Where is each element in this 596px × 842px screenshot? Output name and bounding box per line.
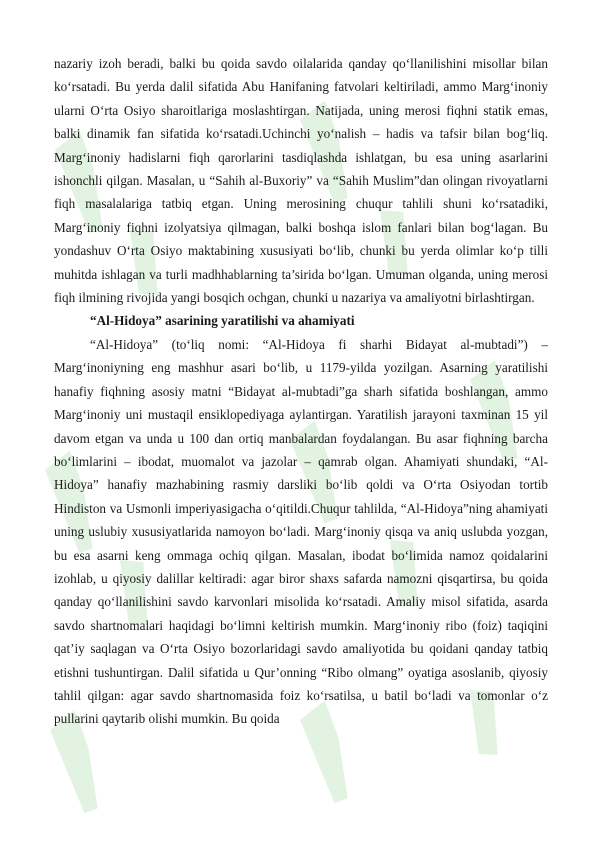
body-paragraph-1: nazariy izoh beradi, balki bu qoida savdo oilalarida qanday qo‘llanilishini misollar bilan ko‘rsatadi. Bu yerda dalil sifatida Abu Hanifaning fatvolari keltiriladi, ammo Marg‘inoniy ularni O‘rta Osiyo sharoitlariga moslashtirgan. Natijada, uning merosi fiqhni statik emas, balki dinamik fan sifatida ko‘rsatadi.Uchinchi yo‘nalish – hadis va tafsir bilan bog‘liq. Marg‘inoniy hadislarni fiqh qarorlarini tasdiqlashda ishlatgan, bu esa uning asarlarini ishonchli qilgan. Masalan, u “Sahih al-Buxoriy” va “Sahih Muslim”dan olingan rivoyatlarni fiqh masalalariga tatbiq etgan. Uning merosining chuqur tahlili shuni ko‘rsatadiki, Marg‘inoniy fiqhni izolyatsiya qilmagan, balki boshqa islom fanlari bilan bog‘lagan. Bu yondashuv O‘rta Osiyo maktabining xususiyati bo‘lib, chunki bu yerda olimlar ko‘p tilli muhitda ishlagan va turli madhhablarning ta’sirida bo‘lgan. Umuman olganda, uning merosi fiqh ilmining rivojida yangi bosqich ochgan, chunki u nazariya va amaliyotni birlashtirgan.	[54, 56, 548, 306]
body-paragraph-2: “Al-Hidoya” (to‘liq nomi: “Al-Hidoya fi sharhi Bidayat al-mubtadi”) – Marg‘inoniyning eng mashhur asari bo‘lib, u 1179-yilda yozilgan. Asarning yaratilishi hanafiy fiqhning asosiy matni “Bidayat al-mubtadi”ga sharh sifatida boshlangan, ammo Marg‘inoniy uni mustaqil ensiklopediyaga aylantirgan. Yaratilish jarayoni taxminan 15 yil davom etgan va unda u 100 dan ortiq manbalardan foydalangan. Bu asar fiqhning barcha bo‘limlarini – ibodat, muomalot va jazolar – qamrab olgan. Ahamiyati shundaki, “Al-Hidoya” hanafiy mazhabining rasmiy darsliki bo‘lib qoldi va O‘rta Osiyodan tortib Hindiston va Usmonli imperiyasigacha o‘qitildi.Chuqur tahlilda, “Al-Hidoya”ning ahamiyati uning uslubiy xususiyatlarida namoyon bo‘ladi. Marg‘inoniy qisqa va aniq uslubda yozgan, bu esa asarni keng ommaga ochiq qilgan. Masalan, ibodat bo‘limida namoz qoidalarini izohlab, u qiyosiy dalillar keltiradi: agar biror shaxs safarda namozni qisqartirsa, bu qoida qanday qo‘llanilishini savdo karvonlari misolida ko‘rsatadi. Amaliy misol sifatida, asarda savdo shartnomalari haqidagi bo‘limni keltirish mumkin. Marg‘inoniy ribo (foiz) taqiqini qat’iy saqlagan va O‘rta Osiyo bozorlaridagi savdo amaliyotida bu qoidani qanday tatbiq etishni tushuntirgan. Dalil sifatida u Qur’onning “Ribo olmang” oyatiga asoslanib, qiyosiy tahlil qilgan: agar savdo shartnomasida foiz ko‘rsatilsa, u batil bo‘ladi va tomonlar o‘z pullarini qaytarib olishi mumkin. Bu qoida	[54, 336, 548, 727]
document-page	[54, 52, 548, 731]
section-heading: “Al-Hidoya” asarining yaratilishi va ahamiyati	[90, 313, 355, 329]
